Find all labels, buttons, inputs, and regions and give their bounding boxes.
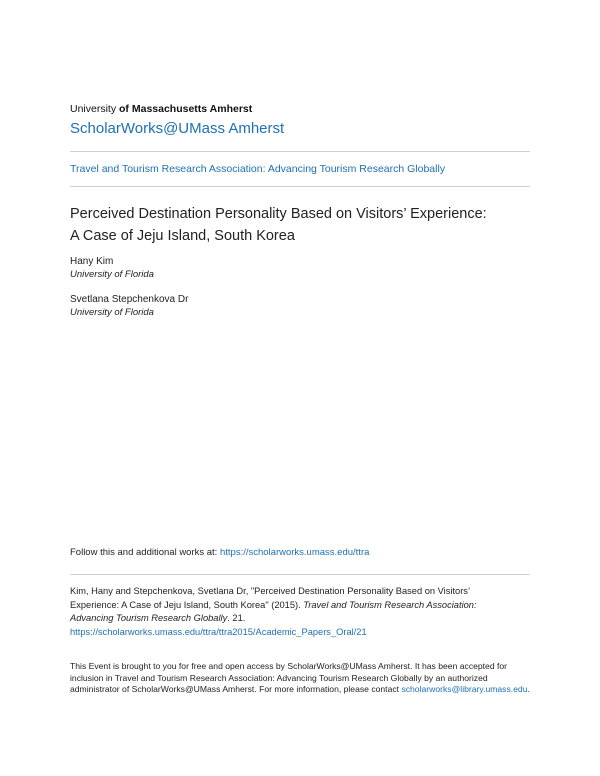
recommended-citation xyxy=(70,585,530,639)
citation-number: . 21. xyxy=(227,613,246,623)
citation-text: Experience: A Case of Jeju Island, South Korea" (2015). xyxy=(70,599,304,610)
repository-brand-link[interactable]: ScholarWorks@UMass Amherst xyxy=(70,120,285,137)
author-affiliation: University of Florida xyxy=(70,307,154,318)
citation-line-3 xyxy=(70,612,530,626)
divider-top xyxy=(70,151,530,152)
paper-title-line-1: Perceived Destination Personality Based on Visitors’ Experience: xyxy=(70,206,487,222)
series-title-link[interactable]: Travel and Tourism Research Association: Advancing Tourism Research Globally xyxy=(70,163,446,175)
author-affiliation: University of Florida xyxy=(70,269,154,280)
paper-title xyxy=(70,203,540,247)
institution-name xyxy=(70,103,252,115)
author-name: Hany Kim xyxy=(70,256,114,267)
institution-main: Massachusetts Amherst xyxy=(131,103,253,115)
citation-line-1: Kim, Hany and Stepchenkova, Svetlana Dr, "Perceived Destination Personality Based on Visitors’ xyxy=(70,586,471,596)
follow-text: Follow this and additional works at: xyxy=(70,547,220,558)
access-notice xyxy=(70,661,532,696)
contact-email-link[interactable]: scholarworks@library.umass.edu xyxy=(401,684,528,694)
notice-text: This Event is brought to you for free and open access by ScholarWorks@UMass Amherst. It has been accepted for inclusion in Travel and Tourism Research Association: Advancing Tourism Research Globally by an authorized administrator of ScholarWorks@UMass Amherst. For more information, please contact xyxy=(70,661,508,694)
author-name: Svetlana Stepchenkova Dr xyxy=(70,294,189,305)
divider-bottom xyxy=(70,186,530,187)
divider-citation xyxy=(70,574,530,575)
citation-venue: Travel and Tourism Research Association: xyxy=(303,599,477,610)
citation-venue-cont: Advancing Tourism Research Globally xyxy=(70,613,228,623)
follow-line xyxy=(70,547,369,558)
paper-title-line-2: A Case of Jeju Island, South Korea xyxy=(70,228,295,244)
institution-prefix: University xyxy=(70,103,117,115)
institution-of: of xyxy=(119,103,129,115)
citation-line-2 xyxy=(70,599,530,613)
citation-url-link[interactable]: https://scholarworks.umass.edu/ttra/ttra2015/Academic_Papers_Oral/21 xyxy=(70,626,367,637)
notice-end: . xyxy=(527,684,530,694)
collection-link[interactable]: https://scholarworks.umass.edu/ttra xyxy=(219,547,370,558)
